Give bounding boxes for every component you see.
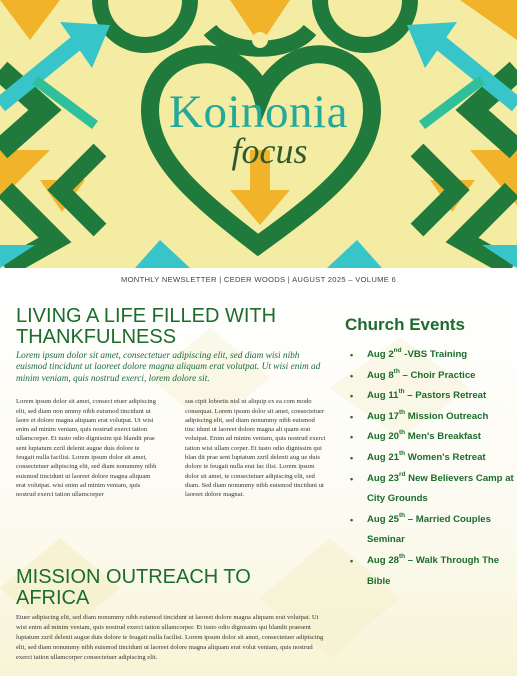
event-description: – Choir Practice bbox=[399, 369, 476, 381]
event-description: Men's Breakfast bbox=[405, 431, 482, 443]
bullet-icon: • bbox=[350, 514, 354, 525]
event-date-suffix: th bbox=[399, 511, 406, 519]
event-description: -VBS Training bbox=[401, 349, 468, 360]
event-item bbox=[345, 386, 515, 407]
event-date: Aug 21 bbox=[367, 451, 399, 463]
bullet-icon: • bbox=[350, 370, 354, 381]
article-column-left: Lorem ipsum dolor sit amet, consect etuer adipiscing elit, sed diam non ummy nibh euismod tincidunt ut laore et dolore magna aliquam erat volutpat. Ut wisi enim ad minim veniam, quis nostrud exerci tation ullamcorper. Et iusto odio dignissim qui blandit prae sent luptatum zzril delenit augue duis dolore te feugait nulla facilisi. Lorem ipsum dolor sit amet, consectetuer adipiscing elit, sed diam nonummy nibh euismod tincidunt ut laoreet dolore magna aliquam erat volutpat. wisi enim ad minim veniam, quis nostrud exerci tation ullamcorper bbox=[16, 398, 157, 499]
masthead-subtitle: focus bbox=[231, 131, 308, 171]
bullet-icon: • bbox=[350, 411, 354, 422]
article-lead: Lorem ipsum dolor sit amet, consectetuer adipiscing elit, sed diam wisi nibh euismod tincidunt ut laoreet dolore magna aliquam erat volutpat. Ut wisi enim ad minim veniam, quis nostrud exerci, lorem dolore sit. bbox=[16, 351, 321, 384]
event-description: Women's Retreat bbox=[405, 451, 486, 463]
event-date-suffix: th bbox=[398, 388, 405, 396]
article-columns bbox=[16, 397, 326, 499]
article-heading: LIVING A LIFE FILLED WITH THANKFULNESS bbox=[16, 305, 277, 348]
bullet-icon: • bbox=[350, 350, 354, 360]
event-description: – Married Couples Seminar bbox=[367, 513, 491, 546]
event-description: – Walk Through The Bible bbox=[367, 554, 500, 587]
masthead bbox=[0, 86, 517, 171]
event-description: New Believers Camp at City Grounds bbox=[367, 472, 514, 505]
event-item bbox=[345, 551, 515, 592]
article-column-right: sus cipit lobortis nisl ut aliquip ex ea com modo consequat. Lorem ipsum dolor sit amet, consectetuer adipiscing elit, sed diam nonummy nibh euismod tinc idunt ut laoreet dolore magna ali quam erat volutpat. Enim ad minim veniam, quis nostrud exerci tation wisi ullam corper. Et iusto odio dignissim qui blan dit prae sent luptatum zzril delenit aug ue duis dolore te feugait nulla erat fac ilisi. Lorem ipsum dolor sit amet, te consectetuer adipiscing elit, sed diam. Sed diam nonummy nibh euismod tincidunt ut laoreet dolore magnat. bbox=[185, 398, 326, 499]
bullet-icon: • bbox=[350, 432, 354, 443]
event-item bbox=[345, 510, 515, 551]
event-date-suffix: th bbox=[393, 367, 400, 375]
church-events-sidebar bbox=[345, 315, 515, 592]
event-item bbox=[345, 427, 515, 448]
event-date-suffix: th bbox=[399, 552, 406, 560]
article-body: Etuer adipiscing elit, sed diam nonummy nibh euismod tincidunt ut laoreet dolore magna aliquam erat volutpat. Ut wisi enim ad minim veniam, quis nostrud exerci tation ullamcorper. Et iusto odio dignissim qui blandit praesent luptatum zzril delenit augue duis dolore te feugait nulla facilisi. Lorem ipsum dolor sit amet, consectetuer adipiscing elit, sed diam nonummy nibh euismod tincidunt ut laoreet dolore magna aliquam erat volut veniam, quis nostrud exerci tation ullamcorper consectetuer adipiscing elit. bbox=[16, 614, 324, 661]
event-item bbox=[345, 448, 515, 469]
events-heading: Church Events bbox=[345, 315, 465, 334]
issue-info-line: MONTHLY NEWSLETTER | CEDER WOODS | AUGUST 2025 – VOLUME 6 bbox=[120, 275, 397, 284]
event-date: Aug 17 bbox=[367, 410, 399, 422]
event-description: Mission Outreach bbox=[405, 410, 489, 422]
masthead-title: Koinonia bbox=[169, 86, 348, 138]
article-mission-outreach bbox=[16, 567, 326, 663]
event-date: Aug 2 bbox=[367, 349, 394, 360]
bullet-icon: • bbox=[350, 473, 354, 484]
event-item bbox=[345, 407, 515, 428]
bullet-icon: • bbox=[350, 555, 354, 566]
event-date-suffix: rd bbox=[399, 470, 406, 478]
event-item bbox=[345, 345, 515, 366]
bullet-icon: • bbox=[350, 452, 354, 463]
bullet-icon: • bbox=[350, 391, 354, 402]
event-date: Aug 8 bbox=[367, 369, 394, 381]
event-date: Aug 23 bbox=[367, 472, 399, 484]
article-living-thankfulness bbox=[16, 306, 326, 499]
event-date-suffix: th bbox=[399, 449, 406, 457]
event-date-suffix: nd bbox=[393, 347, 402, 354]
events-list bbox=[345, 345, 515, 592]
event-date-suffix: th bbox=[399, 429, 406, 437]
event-date: Aug 28 bbox=[367, 554, 399, 566]
event-description: – Pastors Retreat bbox=[404, 390, 487, 402]
event-date-suffix: th bbox=[399, 408, 406, 416]
event-item bbox=[345, 469, 515, 510]
event-date: Aug 11 bbox=[367, 390, 399, 402]
article-heading: MISSION OUTREACH TO AFRICA bbox=[16, 566, 251, 609]
newsletter-body bbox=[0, 268, 517, 676]
header-banner bbox=[0, 0, 517, 268]
event-date: Aug 25 bbox=[367, 513, 399, 525]
event-date: Aug 20 bbox=[367, 431, 399, 443]
event-item bbox=[345, 366, 515, 387]
